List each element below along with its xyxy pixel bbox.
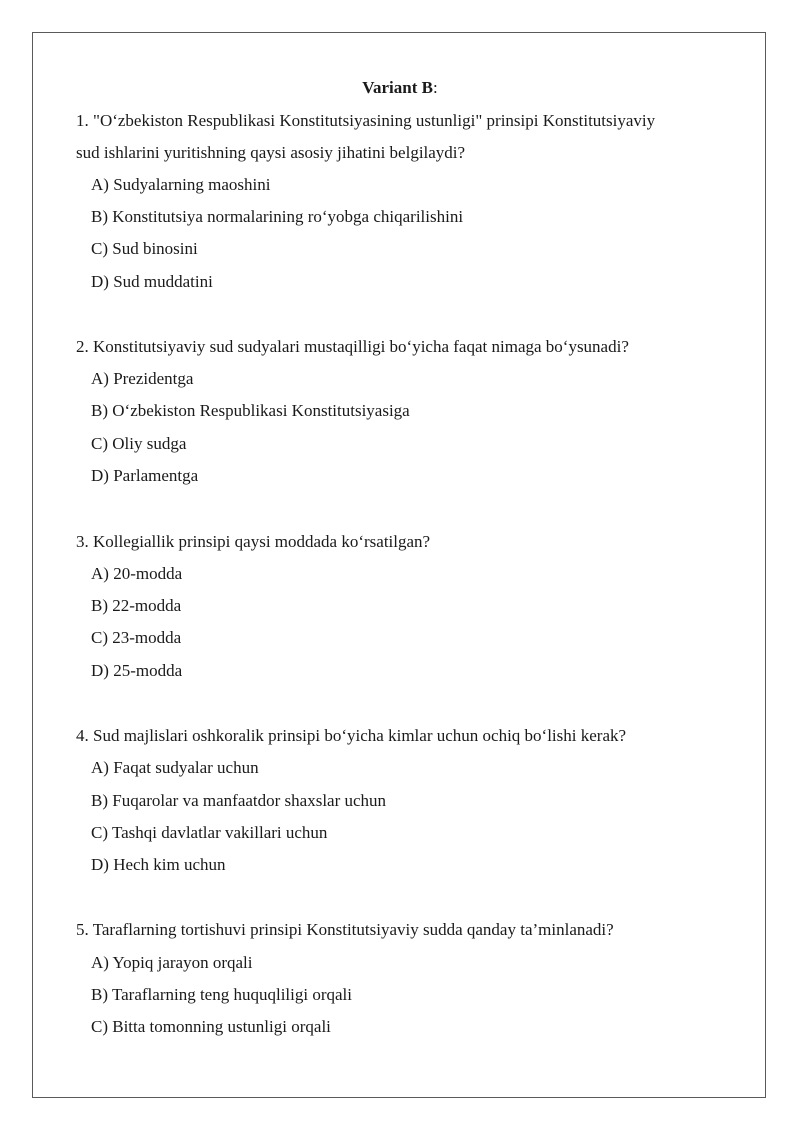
question-5-option-a: A) Yopiq jarayon orqali: [91, 953, 253, 972]
question-1-text-line-2: sud ishlarini yuritishning qaysi asosiy jihatini belgilaydi?: [76, 143, 466, 162]
variant-title: [0, 76, 800, 100]
question-3-option-d: D) 25-modda: [91, 661, 183, 680]
question-3-text: 3. Kollegiallik prinsipi qaysi moddada ko‘rsatilgan?: [76, 532, 431, 551]
question-5-option-c: C) Bitta tomonning ustunligi orqali: [91, 1017, 331, 1036]
question-1-option-a: A) Sudyalarning maoshini: [91, 175, 271, 194]
question-1-option-d: D) Sud muddatini: [91, 272, 213, 291]
question-4-text: 4. Sud majlislari oshkoralik prinsipi bo‘yicha kimlar uchun ochiq bo‘lishi kerak?: [76, 726, 627, 745]
question-1-option-b: B) Konstitutsiya normalarining ro‘yobga chiqarilishini: [91, 207, 464, 226]
question-4-option-a: A) Faqat sudyalar uchun: [91, 758, 259, 777]
question-2-option-d: D) Parlamentga: [91, 466, 199, 485]
question-2-option-a: A) Prezidentga: [91, 369, 194, 388]
question-5-option-b: B) Taraflarning teng huquqliligi orqali: [91, 985, 352, 1004]
question-3-option-a: A) 20-modda: [91, 564, 183, 583]
question-3-option-b: B) 22-modda: [91, 596, 182, 615]
question-4-option-c: C) Tashqi davlatlar vakillari uchun: [91, 823, 328, 842]
question-2-option-b: B) O‘zbekiston Respublikasi Konstitutsiyasiga: [91, 401, 410, 420]
question-3-option-c: C) 23-modda: [91, 628, 182, 647]
question-2-text: 2. Konstitutsiyaviy sud sudyalari mustaqilligi bo‘yicha faqat nimaga bo‘ysunadi?: [76, 337, 629, 356]
variant-title-colon: :: [432, 78, 438, 97]
variant-title-text: Variant B: [362, 78, 433, 97]
question-1-option-c: C) Sud binosini: [91, 239, 198, 258]
question-2-option-c: C) Oliy sudga: [91, 434, 187, 453]
question-4-option-d: D) Hech kim uchun: [91, 855, 226, 874]
question-4-option-b: B) Fuqarolar va manfaatdor shaxslar uchun: [91, 791, 387, 810]
question-1-text-line-1: 1. "O‘zbekiston Respublikasi Konstitutsiyasining ustunligi" prinsipi Konstitutsiyaviy: [76, 111, 656, 130]
question-5-text: 5. Taraflarning tortishuvi prinsipi Konstitutsiyaviy sudda qanday ta’minlanadi?: [76, 920, 614, 939]
